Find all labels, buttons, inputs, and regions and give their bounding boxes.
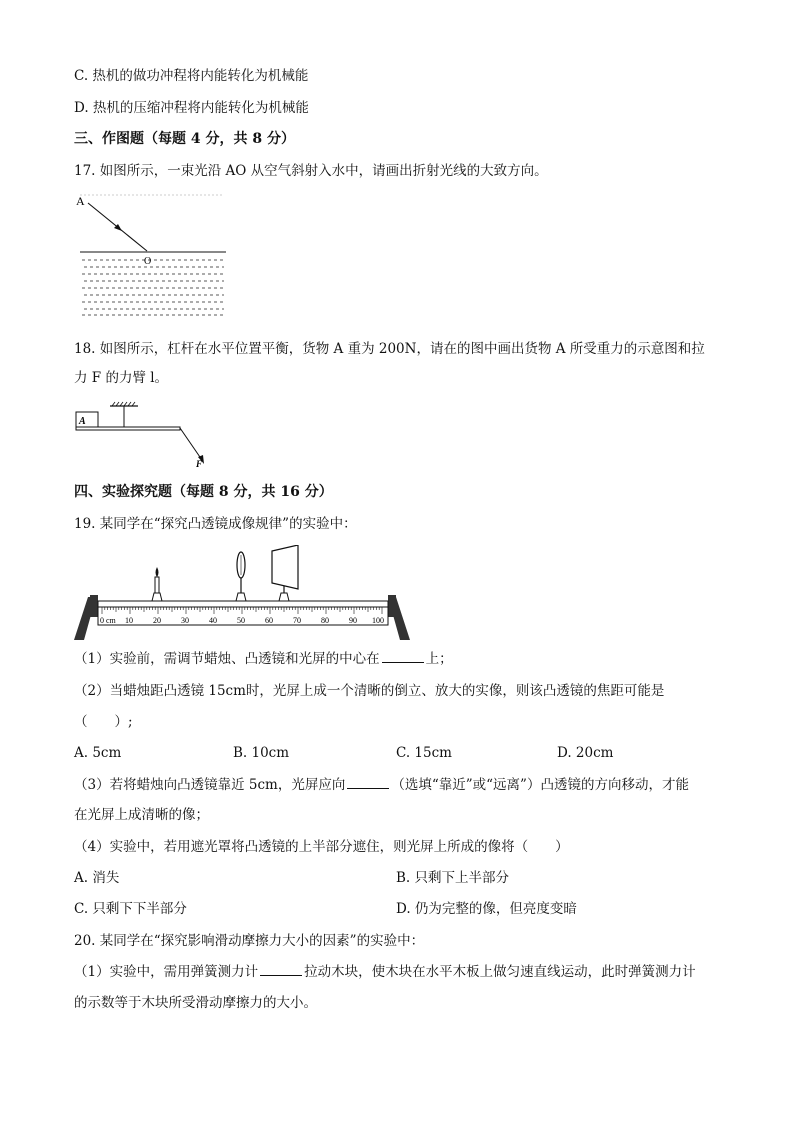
q19-sub-3-line-1: （3）若将蜡烛向凸透镜靠近 5cm，光屏应向 （选填“靠近”或“远离”）凸透镜的方向移动，才能 xyxy=(74,777,689,793)
q19-s2-option-d[interactable]: D. 20cm xyxy=(557,745,614,761)
q19-s2-option-a[interactable]: A. 5cm xyxy=(74,745,122,761)
light-screen-icon xyxy=(272,545,298,601)
scale-tick-label: 50 xyxy=(237,616,245,625)
q19-blank-1[interactable] xyxy=(382,650,424,663)
q19-sub-1: （1）实验前，需调节蜡烛、凸透镜和光屏的中心在 上； xyxy=(74,651,453,667)
q18-line-1: 18. 如图所示，杠杆在水平位置平衡，货物 A 重为 200N，请在的图中画出货物 A 所受重力的示意图和拉 xyxy=(74,341,705,357)
q19-blank-3[interactable] xyxy=(347,776,389,789)
scale-tick-label: 0 cm xyxy=(100,616,116,625)
q19-s2-option-c[interactable]: C. 15cm xyxy=(396,745,452,761)
convex-lens-icon xyxy=(236,552,246,601)
q19-sub-4: （4）实验中，若用遮光罩将凸透镜的上半部分遮住，则光屏上所成的像将（ ） xyxy=(74,839,569,855)
q19-s4-option-d[interactable]: D. 仍为完整的像，但亮度变暗 xyxy=(396,901,577,917)
scale-tick-label: 20 xyxy=(153,616,161,625)
q17-label-a: A xyxy=(76,194,85,208)
q17-label-o: O xyxy=(144,256,152,267)
q17-refraction-figure xyxy=(74,193,234,321)
q20-text: 20. 某同学在“探究影响滑动摩擦力大小的因素”的实验中： xyxy=(74,933,425,949)
q16-option-d: D. 热机的压缩冲程将内能转化为机械能 xyxy=(74,100,309,116)
scale-tick-label: 70 xyxy=(293,616,301,625)
q19-sub-2-line-1: （2）当蜡烛距凸透镜 15cm时，光屏上成一个清晰的倒立、放大的实像，则该凸透镜的焦距可能是 xyxy=(74,683,665,699)
q16-option-c: C. 热机的做功冲程将内能转化为机械能 xyxy=(74,68,309,84)
q19-text: 19. 某同学在“探究凸透镜成像规律”的实验中： xyxy=(74,516,357,532)
q18-label-f: F xyxy=(196,459,203,469)
q19-optical-bench-figure xyxy=(70,545,416,645)
q20-sub-1-line-1: （1）实验中，需用弹簧测力计 拉动木块，使木块在水平木板上做匀速直线运动，此时弹簧测力计 xyxy=(74,964,696,980)
q19-s4-option-a[interactable]: A. 消失 xyxy=(74,870,120,886)
q19-s4-option-b[interactable]: B. 只剩下上半部分 xyxy=(396,870,510,886)
q19-sub-3-line-2: 在光屏上成清晰的像； xyxy=(74,807,209,823)
q17-text: 17. 如图所示，一束光沿 AO 从空气斜射入水中，请画出折射光线的大致方向。 xyxy=(74,163,548,179)
candle-icon xyxy=(152,567,162,601)
scale-tick-label: 90 xyxy=(349,616,357,625)
q19-s2-option-b[interactable]: B. 10cm xyxy=(233,745,290,761)
q20-blank-1[interactable] xyxy=(260,963,302,976)
q19-s4-option-c[interactable]: C. 只剩下下半部分 xyxy=(74,901,187,917)
bench-rail xyxy=(98,601,388,607)
scale-tick-label: 30 xyxy=(181,616,189,625)
q18-label-a: A xyxy=(79,416,86,427)
q19-sub-2-line-2: （ ）; xyxy=(74,714,133,730)
scale-tick-label: 10 xyxy=(125,616,133,625)
scale-tick-label: 80 xyxy=(321,616,329,625)
q18-lever-figure xyxy=(74,400,214,470)
section-4-title: 四、实验探究题（每题 8 分，共 16 分） xyxy=(74,484,333,500)
section-3-title: 三、作图题（每题 4 分，共 8 分） xyxy=(74,131,295,147)
q20-sub-1-line-2: 的示数等于木块所受滑动摩擦力的大小。 xyxy=(74,995,317,1011)
q18-line-2: 力 F 的力臂 l。 xyxy=(74,370,169,386)
scale-tick-label: 40 xyxy=(209,616,217,625)
scale-tick-label: 60 xyxy=(265,616,273,625)
scale-tick-label: 100 xyxy=(372,616,384,625)
